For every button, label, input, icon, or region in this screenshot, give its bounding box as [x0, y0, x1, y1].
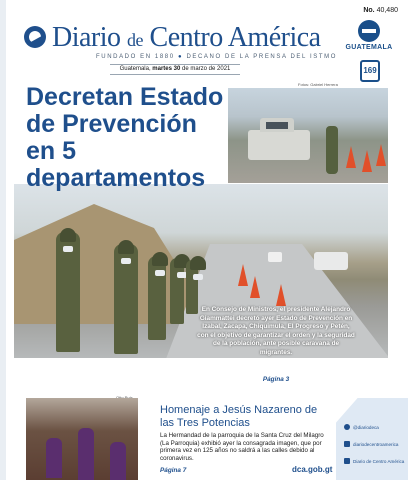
secondary-page-link[interactable]: Página 7	[160, 467, 187, 474]
tagline-dean: DECANO DE LA PRENSA DEL ISTMO	[186, 54, 338, 60]
traffic-cone	[276, 284, 286, 306]
issue-value: 40,480	[376, 7, 398, 14]
social-instagram[interactable]	[344, 441, 398, 447]
main-headline[interactable]: Decretan Estado de Prevención en 5 departamentos	[26, 83, 224, 192]
masthead	[14, 14, 338, 64]
social-media-panel	[336, 398, 408, 480]
facebook-handle: Diario de Centro América	[353, 458, 405, 464]
guatemala-emblem-icon	[358, 20, 380, 42]
tagline-founded: FUNDADO EN 1880	[96, 54, 175, 60]
social-facebook[interactable]	[344, 458, 404, 464]
purple-robe-figure	[110, 442, 126, 480]
procession-photo[interactable]	[26, 398, 138, 480]
checkpoint-photo[interactable]	[228, 88, 388, 183]
secondary-headline[interactable]: Homenaje a Jesús Nazareno de las Tres Potencias	[160, 404, 318, 429]
purple-robe-figure	[46, 438, 62, 478]
instagram-handle: diariodecentroamerica	[353, 441, 399, 447]
guatemala-anniversary-badge	[344, 20, 394, 88]
brand-word-diario: Diario	[52, 22, 121, 53]
traffic-cone	[238, 264, 248, 286]
facebook-icon	[344, 458, 350, 464]
issue-number	[363, 7, 398, 14]
twitter-icon	[344, 424, 350, 430]
distant-car	[268, 252, 282, 262]
secondary-body: La Hermandad de la parroquia de la Santa Cruz del Milagro (La Parroquia) exhibió ayer la consagrada imagen, que por primera vez en 125 años no saldrá a las calles debido al coronavirus.	[160, 432, 324, 462]
soldier-figure	[114, 244, 138, 354]
tagline-separator: ●	[177, 54, 187, 60]
photo-credit: Fotos: Gabriel Herrera	[298, 82, 338, 87]
white-car	[314, 252, 348, 270]
purple-robe-figure	[78, 428, 94, 480]
traffic-cone	[346, 146, 356, 168]
instagram-icon	[344, 441, 350, 447]
social-twitter[interactable]	[344, 424, 379, 430]
newspaper-logo-icon	[24, 26, 46, 48]
issue-label: No.	[363, 7, 375, 14]
traffic-cone	[250, 276, 260, 298]
masthead-tagline	[96, 54, 337, 60]
date-day: martes 30	[152, 66, 181, 72]
traffic-cone	[376, 144, 386, 166]
date-suffix: de marzo de 2021	[180, 66, 231, 72]
brand-word-centro-america: Centro América	[149, 22, 321, 53]
date-prefix: Guatemala,	[119, 66, 153, 72]
soldier-figure	[148, 256, 166, 340]
page-edge-band	[0, 0, 6, 480]
website-link[interactable]: dca.gob.gt	[292, 465, 333, 474]
traffic-cone	[362, 150, 372, 172]
soldier-figure	[170, 258, 184, 324]
pickup-truck	[248, 130, 310, 160]
soldier-figure	[326, 126, 338, 174]
newspaper-name	[52, 22, 321, 54]
brand-word-de: de	[127, 30, 144, 50]
badge-years: 169	[360, 60, 380, 82]
edition-date	[110, 64, 240, 75]
photo-caption: En Consejo de Ministros, el presidente Alejandro Giammattei decretó ayer Estado de Prevención en Izabal, Zacapa, Chiquimula, El Progreso y Petén, con el objetivo de garantizar el orden y la seguridad de la población, ante posible caravana de migrantes.	[197, 306, 355, 356]
soldier-figure	[56, 232, 80, 352]
twitter-handle: @diariodeca	[353, 424, 379, 430]
main-story-page-link[interactable]: Página 3	[262, 376, 290, 383]
badge-country: GUATEMALA	[345, 44, 393, 51]
